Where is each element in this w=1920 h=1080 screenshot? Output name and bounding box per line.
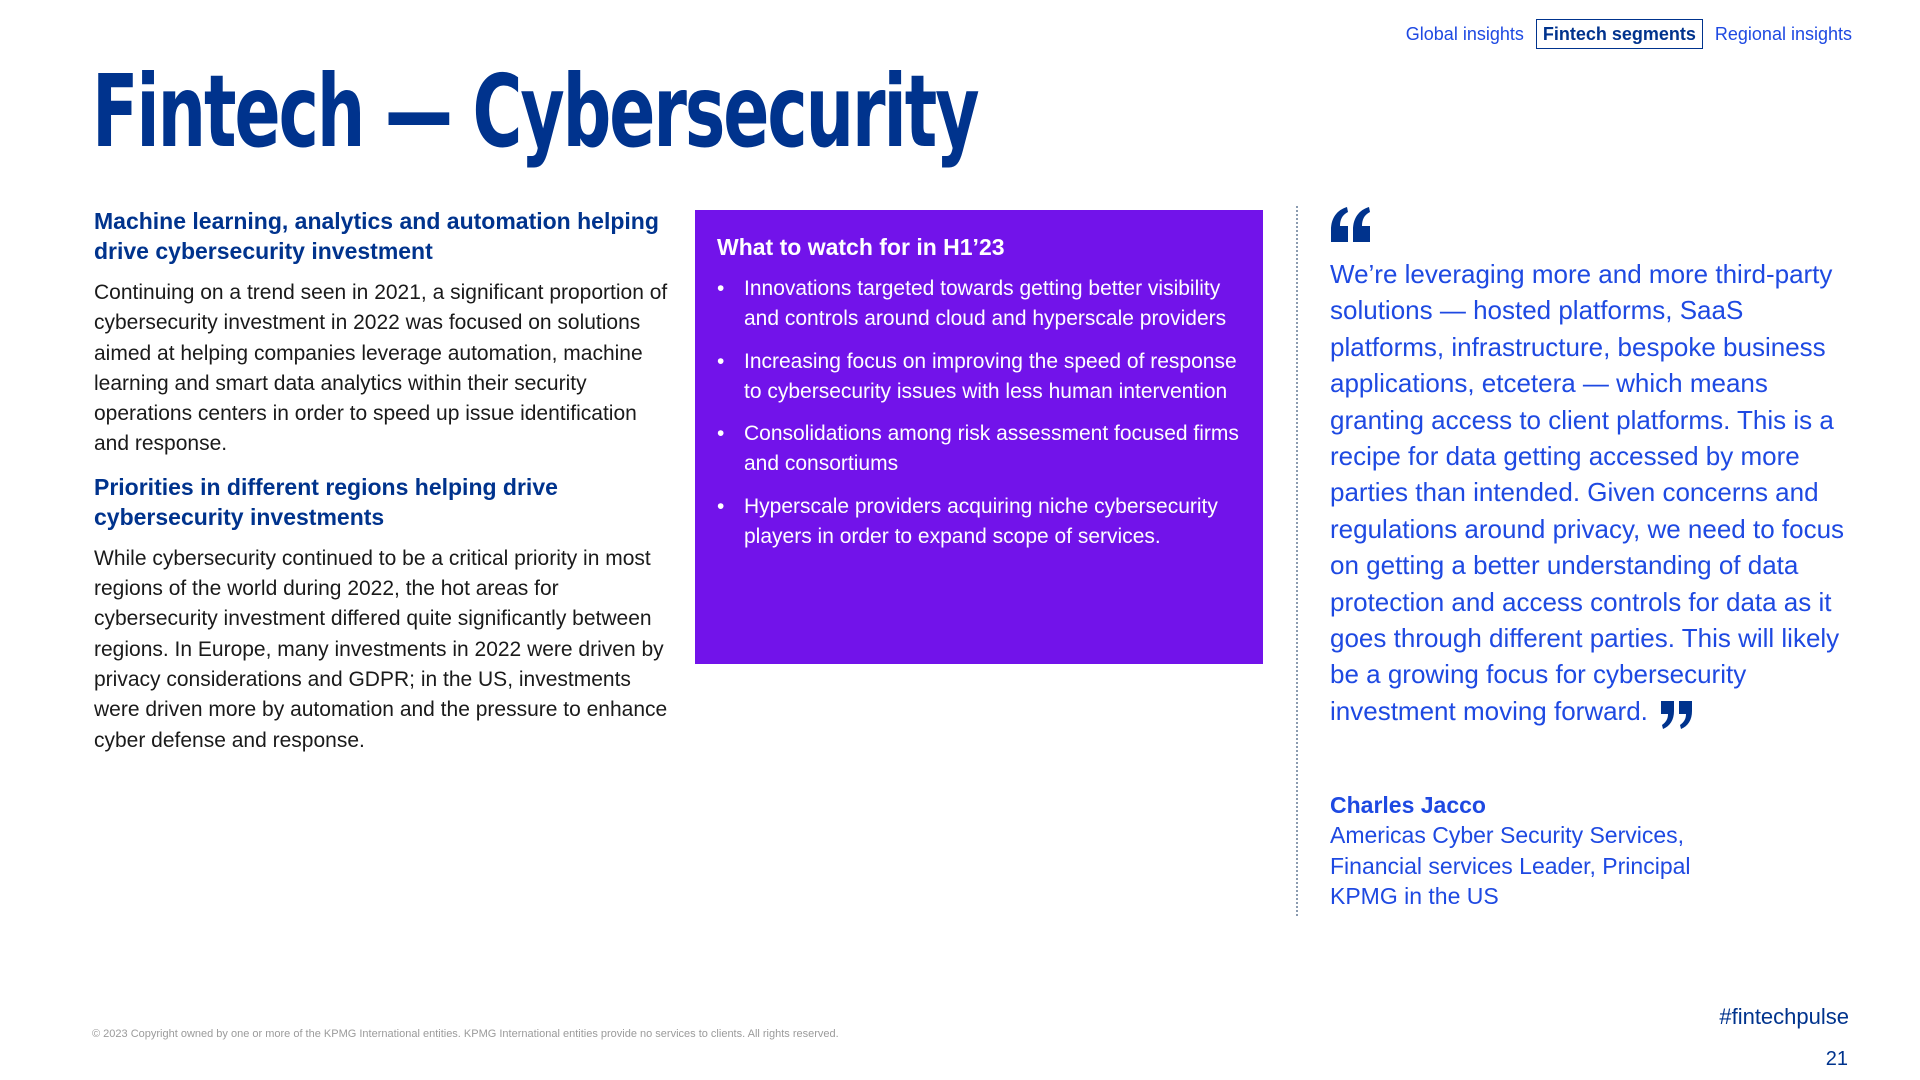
quote-text bbox=[1330, 256, 1850, 730]
page-title: Fintech — Cybersecurity bbox=[92, 53, 978, 170]
list-item bbox=[717, 419, 1241, 480]
section-nav bbox=[1399, 19, 1859, 49]
what-to-watch-box bbox=[695, 210, 1263, 664]
hashtag-link[interactable]: #fintechpulse bbox=[1719, 1004, 1849, 1029]
bullet-icon: • bbox=[717, 422, 725, 446]
list-item bbox=[717, 347, 1241, 408]
page-number: 21 bbox=[1825, 1048, 1848, 1070]
tab-fintech-segments[interactable]: Fintech segments bbox=[1536, 19, 1703, 49]
author-title-2: Financial services Leader, Principal bbox=[1330, 852, 1691, 879]
list-item-text: Innovations targeted towards getting better visibility and controls around cloud and hyperscale providers bbox=[744, 277, 1227, 331]
section-paragraph-regions: While cybersecurity continued to be a critical priority in most regions of the world during 2022, the hot areas for cybersecurity investment differed quite significantly between regions. In Europe, many investments in 2022 were driven by privacy considerations and GDPR; in the US, investments were driven more by automation and the pressure to enhance cyber defense and response. bbox=[94, 546, 668, 752]
quote-body: We’re leveraging more and more third-party solutions — hosted platforms, SaaS platforms, infrastructure, bespoke business applications, etcetera — which means granting access to client platforms. This is a recipe for data getting accessed by more parties than intended. Given concerns and regulations around privacy, we need to focus on getting a better understanding of data protection and access controls for data as it goes through different parties. This will likely be a growing focus for cybersecurity investment moving forward. bbox=[1330, 259, 1845, 726]
copyright-notice: © 2023 Copyright owned by one or more of the KPMG International entities. KPMG International entities provide no services to clients. All rights reserved. bbox=[92, 1028, 839, 1040]
what-to-watch-list bbox=[717, 274, 1241, 552]
column-divider bbox=[1296, 206, 1298, 916]
list-item-text: Consolidations among risk assessment focused firms and consortiums bbox=[744, 422, 1239, 476]
tab-global-insights[interactable]: Global insights bbox=[1405, 24, 1524, 44]
section-heading-regions: Priorities in different regions helping drive cybersecurity investments bbox=[94, 473, 558, 530]
bullet-icon: • bbox=[717, 349, 725, 373]
list-item bbox=[717, 492, 1241, 553]
close-quote-icon bbox=[1660, 700, 1694, 730]
list-item-text: Hyperscale providers acquiring niche cybersecurity players in order to expand scope of services. bbox=[744, 494, 1218, 549]
list-item-text: Increasing focus on improving the speed of response to cybersecurity issues with less human intervention bbox=[744, 349, 1237, 403]
section-heading-ml: Machine learning, analytics and automation helping drive cybersecurity investment bbox=[94, 208, 659, 264]
list-item bbox=[717, 274, 1241, 335]
bullet-icon: • bbox=[717, 494, 725, 518]
bullet-icon: • bbox=[717, 277, 725, 300]
author-name: Charles Jacco bbox=[1330, 792, 1486, 818]
quote-author bbox=[1330, 790, 1691, 911]
section-paragraph-ml: Continuing on a trend seen in 2021, a significant proportion of cybersecurity investment in 2022 was focused on solutions aimed at helping companies leverage automation, machine learning and smart data analytics within their security operations centers in order to speed up issue identification and response. bbox=[94, 281, 668, 456]
open-quote-icon bbox=[1329, 206, 1373, 244]
left-column bbox=[94, 206, 674, 768]
author-title: Americas Cyber Security Services, bbox=[1330, 822, 1685, 849]
what-to-watch-title: What to watch for in H1’23 bbox=[717, 234, 1005, 260]
author-organization: KPMG in the US bbox=[1330, 882, 1499, 909]
tab-regional-insights[interactable]: Regional insights bbox=[1714, 24, 1852, 44]
